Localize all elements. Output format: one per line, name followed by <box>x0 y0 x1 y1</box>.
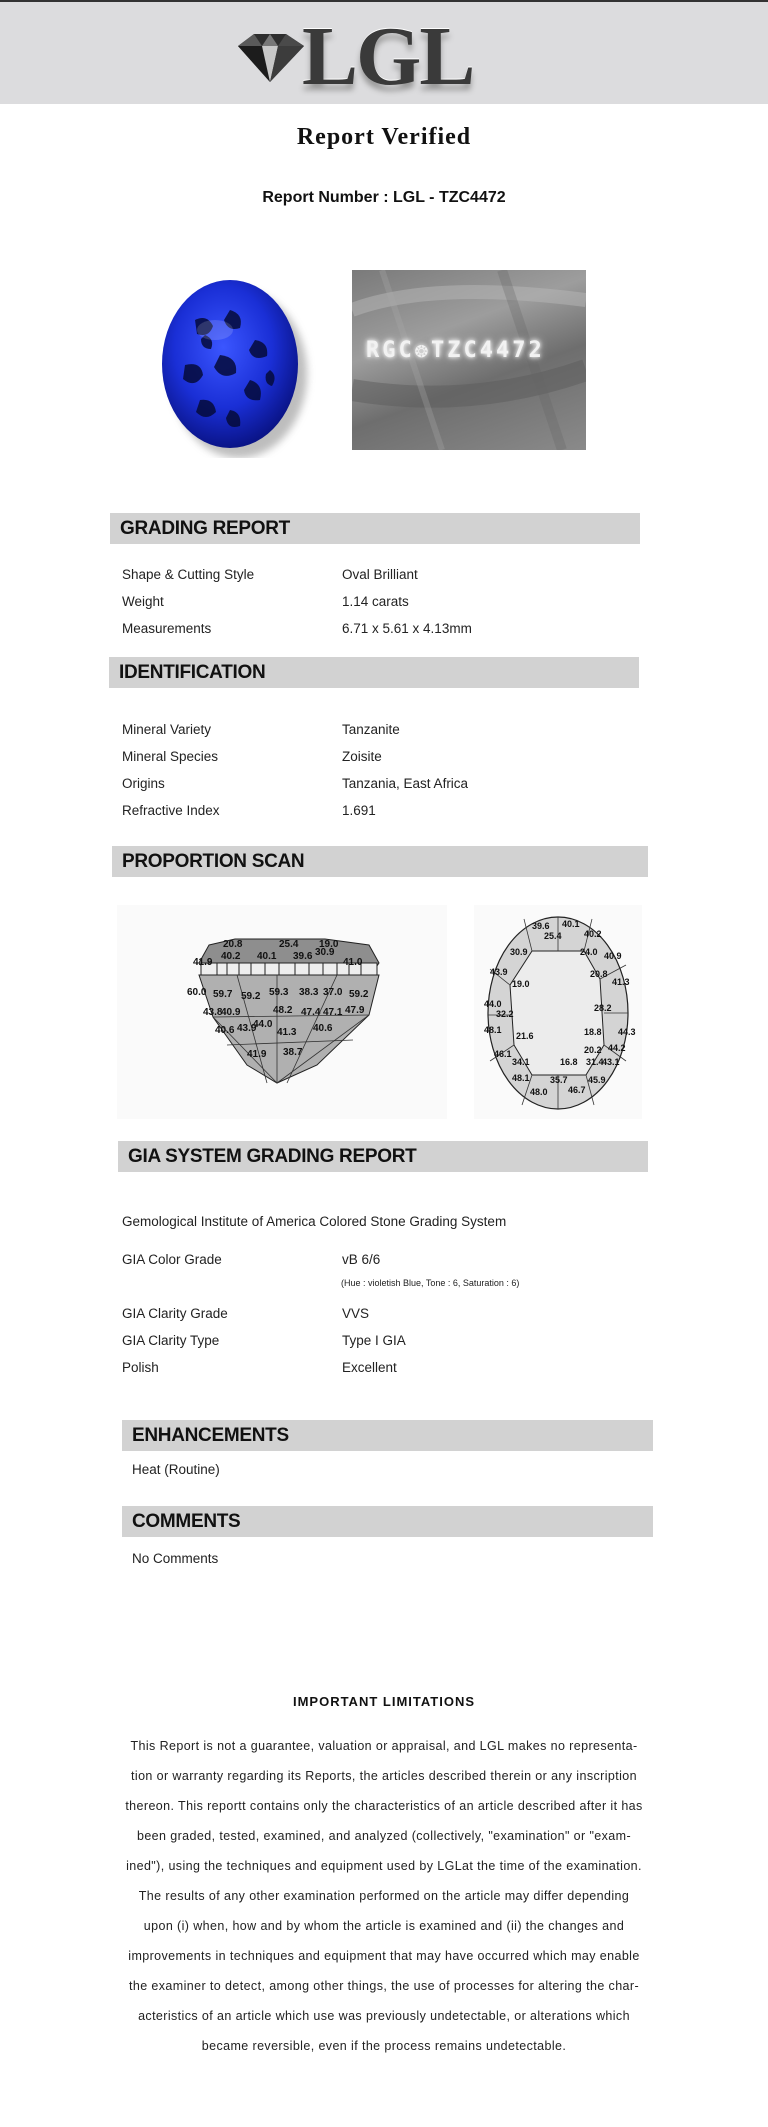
limitations-heading: IMPORTANT LIMITATIONS <box>292 1694 476 1709</box>
top-label: 41.3 <box>612 977 630 987</box>
limitations-line: The results of any other examination performed on the article may differ depending <box>138 1889 630 1903</box>
side-label: 48.2 <box>273 1005 293 1016</box>
top-label: 25.4 <box>544 931 562 941</box>
measurements-label: Measurements <box>122 621 212 636</box>
top-label: 40.9 <box>604 951 622 961</box>
enhancements-heading: ENHANCEMENTS <box>122 1420 653 1451</box>
top-label: 39.6 <box>532 921 550 931</box>
mineral-variety-value: Tanzanite <box>342 722 400 737</box>
side-label: 44.0 <box>253 1019 273 1030</box>
limitations-line: thereon. This reportt contains only the characteristics of an article described after it has <box>125 1799 643 1813</box>
side-label: 41.9 <box>247 1049 267 1060</box>
side-label: 59.2 <box>241 991 261 1002</box>
gia-grading-heading: GIA SYSTEM GRADING REPORT <box>118 1141 648 1172</box>
refractive-index-label: Refractive Index <box>122 803 220 818</box>
side-label: 39.6 <box>293 951 313 962</box>
side-label: 60.0 <box>187 987 207 998</box>
side-label: 40.6 <box>313 1023 333 1034</box>
mineral-species-value: Zoisite <box>342 749 382 764</box>
side-label: 41.3 <box>277 1027 297 1038</box>
inscription-text: RGC❂TZC4472 <box>366 338 545 363</box>
origins-label: Origins <box>122 776 165 791</box>
side-label: 37.0 <box>323 987 343 998</box>
diamond-logo-icon <box>232 32 308 84</box>
top-label: 24.0 <box>580 947 598 957</box>
top-label: 34.1 <box>512 1057 530 1067</box>
side-label: 40.1 <box>257 951 277 962</box>
top-label: 20.8 <box>590 969 608 979</box>
gia-color-note: (Hue : violetish Blue, Tone : 6, Saturation : 6) <box>341 1278 520 1288</box>
limitations-line: improvements in techniques and equipment that may have occurred which may enable <box>128 1949 640 1963</box>
top-label: 40.2 <box>584 929 602 939</box>
top-label: 40.1 <box>562 919 580 929</box>
polish-value: Excellent <box>342 1360 397 1375</box>
top-label: 48.1 <box>484 1025 502 1035</box>
side-label: 38.3 <box>299 987 319 998</box>
inscription-photo <box>352 270 586 450</box>
limitations-line: This Report is not a guarantee, valuation or appraisal, and LGL makes no representa- <box>130 1739 638 1753</box>
gia-clarity-type-value: Type I GIA <box>342 1333 406 1348</box>
top-label: 44.3 <box>618 1027 636 1037</box>
lgl-logo[interactable] <box>232 10 492 103</box>
top-label: 48.1 <box>512 1073 530 1083</box>
top-label: 44.0 <box>484 999 502 1009</box>
side-label: 30.9 <box>315 947 335 958</box>
top-label: 46.1 <box>494 1049 512 1059</box>
top-label: 30.9 <box>510 947 528 957</box>
polish-label: Polish <box>122 1360 159 1375</box>
header-banner <box>0 2 768 104</box>
top-label: 48.0 <box>530 1087 548 1097</box>
side-label: 38.7 <box>283 1047 303 1058</box>
top-label: 32.2 <box>496 1009 514 1019</box>
side-label: 59.7 <box>213 989 233 1000</box>
side-label: 20.8 <box>223 939 243 950</box>
top-label: 20.2 <box>584 1045 602 1055</box>
gia-clarity-grade-value: VVS <box>342 1306 370 1321</box>
side-label: 59.2 <box>349 989 369 1000</box>
shape-value: Oval Brilliant <box>342 567 418 582</box>
top-label: 45.9 <box>588 1075 606 1085</box>
limitations-line: the examiner to detect, among other things, the use of processes for altering the char- <box>128 1979 640 1993</box>
top-label: 46.7 <box>568 1085 586 1095</box>
identification-heading: IDENTIFICATION <box>109 657 639 688</box>
measurements-value: 6.71 x 5.61 x 4.13mm <box>342 621 472 636</box>
top-label: 43.1 <box>602 1057 620 1067</box>
proportion-side-view <box>117 905 447 1119</box>
gia-intro: Gemological Institute of America Colored Stone Grading System <box>122 1214 507 1229</box>
side-label: 19.0 <box>319 939 339 950</box>
side-label: 47.1 <box>323 1007 343 1018</box>
side-label: 59.3 <box>269 987 289 998</box>
limitations-line: became reversible, even if the process remains undetectable. <box>201 2039 567 2053</box>
mineral-variety-label: Mineral Variety <box>122 722 212 737</box>
weight-label: Weight <box>122 594 164 609</box>
top-label: 44.2 <box>608 1043 626 1053</box>
weight-value: 1.14 carats <box>342 594 409 609</box>
side-label: 43.9 <box>237 1023 257 1034</box>
gia-clarity-grade-label: GIA Clarity Grade <box>122 1306 228 1321</box>
limitations-line: acteristics of an article which use was previously undetectable, or alterations which <box>138 2009 630 2023</box>
shape-label: Shape & Cutting Style <box>122 567 255 582</box>
top-label: 16.8 <box>560 1057 578 1067</box>
top-label: 21.6 <box>516 1031 534 1041</box>
top-label: 28.2 <box>594 1003 612 1013</box>
side-label: 40.2 <box>221 951 241 962</box>
gia-color-grade-value: vB 6/6 <box>342 1252 381 1267</box>
side-label: 43.8 <box>203 1007 223 1018</box>
comments-value: No Comments <box>132 1551 219 1566</box>
mineral-species-label: Mineral Species <box>122 749 219 764</box>
top-label: 35.7 <box>550 1075 568 1085</box>
limitations-line: ined"), using the techniques and equipment used by LGLat the time of the examination. <box>126 1859 642 1873</box>
origins-value: Tanzania, East Africa <box>342 776 469 791</box>
gemstone-photo <box>135 270 325 458</box>
logo-text: LGL <box>302 10 474 103</box>
comments-heading: COMMENTS <box>122 1506 653 1537</box>
side-label: 47.4 <box>301 1007 321 1018</box>
top-label: 31.4 <box>586 1057 604 1067</box>
gia-clarity-type-label: GIA Clarity Type <box>122 1333 220 1348</box>
top-label: 19.0 <box>512 979 530 989</box>
grading-report-heading: GRADING REPORT <box>110 513 640 544</box>
top-label: 43.9 <box>490 967 508 977</box>
side-label: 25.4 <box>279 939 299 950</box>
page-title: Report Verified <box>296 124 472 150</box>
enhancements-value: Heat (Routine) <box>132 1462 220 1477</box>
limitations-line: been graded, tested, examined, and analyzed (collectively, "examination" or "exam- <box>136 1829 632 1843</box>
limitations-line: tion or warranty regarding its Reports, the articles described therein or any inscription <box>131 1769 637 1783</box>
side-label: 40.6 <box>215 1025 235 1036</box>
side-label: 47.9 <box>345 1005 365 1016</box>
report-number: Report Number : LGL - TZC4472 <box>262 189 506 206</box>
side-label: 41.9 <box>193 957 213 968</box>
refractive-index-value: 1.691 <box>342 803 376 818</box>
proportion-top-view <box>474 905 642 1119</box>
side-label: 40.9 <box>221 1007 241 1018</box>
side-label: 41.0 <box>343 957 363 968</box>
top-label: 18.8 <box>584 1027 602 1037</box>
proportion-scan-heading: PROPORTION SCAN <box>112 846 648 877</box>
limitations-line: upon (i) when, how and by whom the article is examined and (ii) the changes and <box>143 1919 625 1933</box>
gia-color-grade-label: GIA Color Grade <box>122 1252 222 1267</box>
